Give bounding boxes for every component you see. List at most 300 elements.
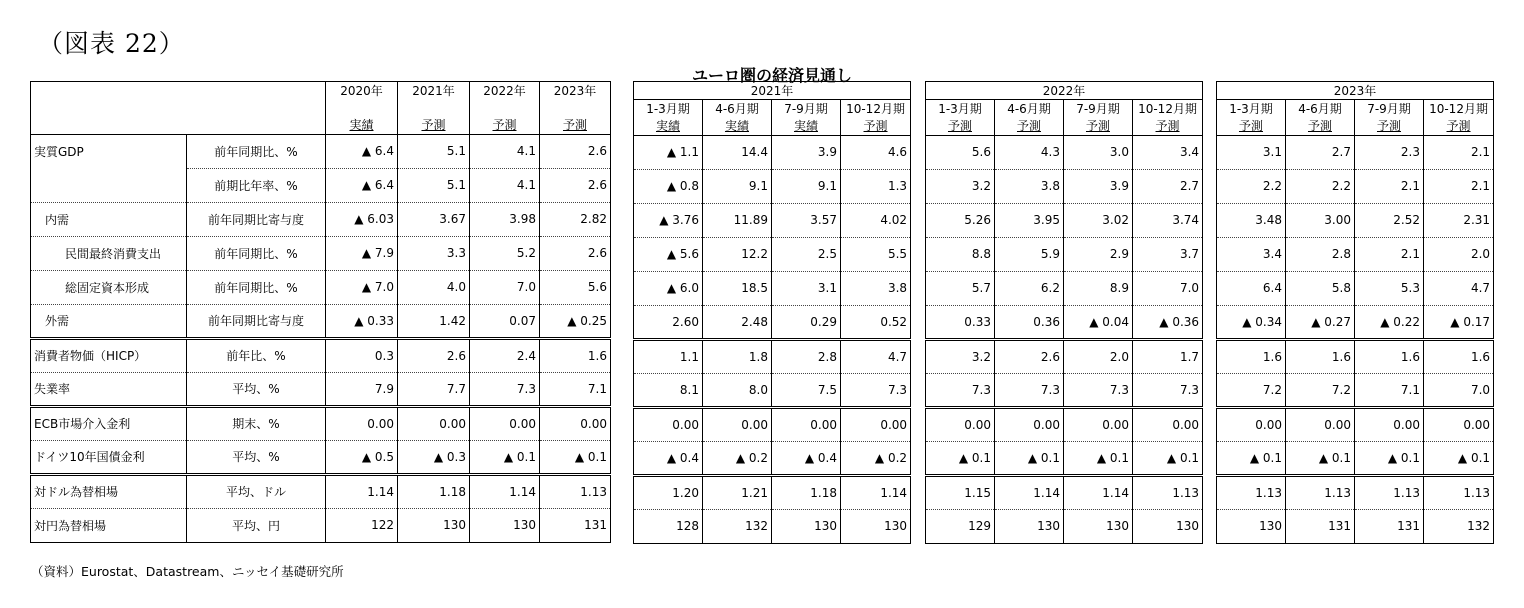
quarter-value-cell: 7.2: [1286, 373, 1355, 407]
quarter-value-cell: 0.00: [1064, 407, 1133, 441]
quarter-value-cell: 7.3: [926, 373, 995, 407]
quarter-value-cell: ▲ 0.1: [1424, 441, 1494, 475]
quarter-value-cell: 7.1: [1355, 373, 1424, 407]
table-row: [926, 237, 1203, 271]
annual-value-cell: 2.82: [540, 202, 611, 236]
row-unit: 前期比年率、%: [187, 168, 326, 202]
quarter-kind-header: 予測: [1424, 117, 1494, 135]
quarter-kind-header: 予測: [1064, 117, 1133, 135]
table-row: [1217, 169, 1494, 203]
quarter-value-cell: 5.26: [926, 203, 995, 237]
annual-value-cell: 3.67: [398, 202, 470, 236]
quarter-value-cell: 1.14: [1064, 475, 1133, 509]
quarter-value-cell: 3.9: [1064, 169, 1133, 203]
quarter-value-cell: 0.00: [1133, 407, 1203, 441]
table-row: [1217, 441, 1494, 475]
quarter-value-cell: 1.3: [841, 169, 911, 203]
row-label: 民間最終消費支出: [31, 236, 187, 270]
quarter-value-cell: 1.13: [1217, 475, 1286, 509]
quarter-value-cell: 0.33: [926, 305, 995, 339]
annual-value-cell: 130: [470, 508, 540, 542]
annual-value-cell: 2.6: [540, 236, 611, 270]
annual-value-cell: 131: [540, 508, 611, 542]
quarter-value-cell: ▲ 0.17: [1424, 305, 1494, 339]
quarter-value-cell: 3.4: [1217, 237, 1286, 271]
quarter-value-cell: 3.4: [1133, 135, 1203, 169]
quarter-value-cell: 0.00: [841, 407, 911, 441]
quarter-value-cell: 3.9: [772, 135, 841, 169]
annual-value-cell: 0.00: [326, 406, 398, 440]
quarter-value-cell: 0.29: [772, 305, 841, 339]
quarter-value-cell: 3.0: [1064, 135, 1133, 169]
row-unit: 平均、%: [187, 440, 326, 474]
quarter-value-cell: 7.2: [1217, 373, 1286, 407]
table-row: [634, 441, 911, 475]
quarter-value-cell: 12.2: [703, 237, 772, 271]
quarter-value-cell: 4.6: [841, 135, 911, 169]
table-row: [926, 203, 1203, 237]
quarter-period-header: 1-3月期: [1217, 100, 1286, 118]
annual-value-cell: 3.98: [470, 202, 540, 236]
quarter-value-cell: 4.7: [841, 339, 911, 373]
quarter-value-cell: 7.3: [841, 373, 911, 407]
row-label: ECB市場介入金利: [31, 406, 187, 440]
annual-year-header: 2023年: [540, 82, 611, 100]
quarter-value-cell: 1.1: [634, 339, 703, 373]
annual-value-cell: 130: [398, 508, 470, 542]
quarter-value-cell: 2.7: [1286, 135, 1355, 169]
quarter-period-header: 10-12月期: [1133, 100, 1203, 118]
quarter-value-cell: 1.6: [1217, 339, 1286, 373]
row-label: 内需: [31, 202, 187, 236]
quarter-value-cell: 2.6: [995, 339, 1064, 373]
annual-value-cell: ▲ 6.4: [326, 134, 398, 168]
annual-value-cell: 0.07: [470, 304, 540, 338]
quarter-value-cell: ▲ 0.36: [1133, 305, 1203, 339]
annual-value-cell: 2.6: [540, 134, 611, 168]
annual-kind-header: 予測: [470, 115, 540, 134]
quarter-value-cell: ▲ 0.04: [1064, 305, 1133, 339]
annual-value-cell: 2.6: [398, 338, 470, 372]
quarter-kind-header: 予測: [1133, 117, 1203, 135]
annual-value-cell: 0.3: [326, 338, 398, 372]
row-label: [31, 168, 187, 202]
table-row: [926, 373, 1203, 407]
quarter-value-cell: 5.3: [1355, 271, 1424, 305]
table-row: [31, 304, 611, 338]
table-row: [1217, 509, 1494, 543]
row-unit: 期末、%: [187, 406, 326, 440]
quarter-value-cell: 2.5: [772, 237, 841, 271]
quarter-value-cell: 2.8: [772, 339, 841, 373]
annual-value-cell: 4.1: [470, 134, 540, 168]
annual-year-header: 2022年: [470, 82, 540, 100]
quarter-value-cell: 0.00: [1424, 407, 1494, 441]
table-row: [634, 169, 911, 203]
row-label: 対円為替相場: [31, 508, 187, 542]
annual-value-cell: ▲ 7.0: [326, 270, 398, 304]
quarter-value-cell: 7.0: [1133, 271, 1203, 305]
table-row: [926, 407, 1203, 441]
quarter-value-cell: 130: [995, 509, 1064, 543]
quarter-value-cell: 7.0: [1424, 373, 1494, 407]
quarter-kind-header: 予測: [1355, 117, 1424, 135]
quarter-value-cell: 3.02: [1064, 203, 1133, 237]
header-blank: [31, 82, 326, 135]
row-unit: 前年同期比寄与度: [187, 304, 326, 338]
annual-value-cell: 1.14: [470, 474, 540, 508]
table-row: [31, 134, 611, 168]
quarter-value-cell: ▲ 6.0: [634, 271, 703, 305]
quarter-value-cell: ▲ 0.34: [1217, 305, 1286, 339]
annual-value-cell: 5.6: [540, 270, 611, 304]
quarter-value-cell: 5.8: [1286, 271, 1355, 305]
quarter-value-cell: 0.00: [1286, 407, 1355, 441]
table-row: [926, 509, 1203, 543]
quarter-value-cell: 4.3: [995, 135, 1064, 169]
annual-value-cell: 1.14: [326, 474, 398, 508]
quarter-value-cell: 1.13: [1133, 475, 1203, 509]
quarter-value-cell: 130: [1064, 509, 1133, 543]
table-row: [634, 339, 911, 373]
annual-value-cell: 7.1: [540, 372, 611, 406]
table-row: [1217, 271, 1494, 305]
quarter-period-header: 7-9月期: [772, 100, 841, 118]
quarter-year-header: 2023年: [1217, 82, 1494, 100]
table-row: [634, 373, 911, 407]
annual-kind-header: 実績: [326, 115, 398, 134]
row-label: 総固定資本形成: [31, 270, 187, 304]
quarter-value-cell: ▲ 0.1: [1064, 441, 1133, 475]
table-row: [634, 305, 911, 339]
annual-value-cell: ▲ 0.5: [326, 440, 398, 474]
table-row: [31, 508, 611, 542]
quarter-value-cell: 3.95: [995, 203, 1064, 237]
quarter-value-cell: 3.1: [772, 271, 841, 305]
quarter-value-cell: 2.1: [1424, 169, 1494, 203]
quarter-value-cell: 2.31: [1424, 203, 1494, 237]
quarter-value-cell: 5.7: [926, 271, 995, 305]
quarter-value-cell: 18.5: [703, 271, 772, 305]
annual-value-cell: ▲ 7.9: [326, 236, 398, 270]
quarter-value-cell: 4.02: [841, 203, 911, 237]
annual-value-cell: 7.0: [470, 270, 540, 304]
quarterly-table-2022: [925, 81, 1203, 544]
annual-value-cell: 7.9: [326, 372, 398, 406]
annual-value-cell: 0.00: [398, 406, 470, 440]
quarter-value-cell: 6.2: [995, 271, 1064, 305]
annual-value-cell: 1.18: [398, 474, 470, 508]
quarter-value-cell: 7.3: [1133, 373, 1203, 407]
quarter-value-cell: 130: [841, 509, 911, 543]
quarter-value-cell: 3.00: [1286, 203, 1355, 237]
quarter-value-cell: 130: [772, 509, 841, 543]
quarter-value-cell: 2.60: [634, 305, 703, 339]
quarter-period-header: 1-3月期: [926, 100, 995, 118]
quarter-value-cell: 7.5: [772, 373, 841, 407]
quarter-period-header: 7-9月期: [1064, 100, 1133, 118]
quarter-value-cell: 9.1: [772, 169, 841, 203]
annual-value-cell: 1.42: [398, 304, 470, 338]
quarter-value-cell: ▲ 5.6: [634, 237, 703, 271]
quarter-value-cell: 8.9: [1064, 271, 1133, 305]
quarter-value-cell: 14.4: [703, 135, 772, 169]
quarter-kind-header: 実績: [772, 117, 841, 135]
table-row: [1217, 475, 1494, 509]
quarter-value-cell: 1.8: [703, 339, 772, 373]
quarter-value-cell: 1.14: [995, 475, 1064, 509]
table-row: [31, 440, 611, 474]
row-label: 対ドル為替相場: [31, 474, 187, 508]
quarter-value-cell: 2.1: [1355, 169, 1424, 203]
table-row: [1217, 203, 1494, 237]
annual-kind-header: 予測: [398, 115, 470, 134]
annual-value-cell: 5.1: [398, 168, 470, 202]
quarter-value-cell: 3.57: [772, 203, 841, 237]
quarter-kind-header: 予測: [1286, 117, 1355, 135]
row-label: 外需: [31, 304, 187, 338]
quarter-value-cell: 2.9: [1064, 237, 1133, 271]
quarter-value-cell: 0.00: [995, 407, 1064, 441]
row-unit: 平均、円: [187, 508, 326, 542]
table-row: [634, 135, 911, 169]
row-unit: 前年同期比、%: [187, 134, 326, 168]
quarter-value-cell: 0.52: [841, 305, 911, 339]
table-row: [926, 135, 1203, 169]
annual-value-cell: 2.4: [470, 338, 540, 372]
annual-value-cell: 7.7: [398, 372, 470, 406]
quarter-period-header: 10-12月期: [841, 100, 911, 118]
table-row: [31, 406, 611, 440]
annual-value-cell: 7.3: [470, 372, 540, 406]
quarter-value-cell: 1.13: [1355, 475, 1424, 509]
quarter-value-cell: 131: [1286, 509, 1355, 543]
row-label: 消費者物価（HICP）: [31, 338, 187, 372]
annual-value-cell: 0.00: [470, 406, 540, 440]
table-row: [1217, 237, 1494, 271]
table-row: [634, 237, 911, 271]
quarter-value-cell: 3.74: [1133, 203, 1203, 237]
quarter-value-cell: 7.3: [1064, 373, 1133, 407]
annual-value-cell: ▲ 0.1: [470, 440, 540, 474]
quarter-kind-header: 実績: [703, 117, 772, 135]
table-row: [31, 372, 611, 406]
annual-value-cell: 4.1: [470, 168, 540, 202]
annual-value-cell: ▲ 0.25: [540, 304, 611, 338]
quarter-kind-header: 予測: [926, 117, 995, 135]
quarter-value-cell: ▲ 0.2: [841, 441, 911, 475]
quarter-kind-header: 予測: [841, 117, 911, 135]
table-row: [634, 203, 911, 237]
table-row: [926, 339, 1203, 373]
quarter-value-cell: 131: [1355, 509, 1424, 543]
table-row: [1217, 373, 1494, 407]
quarter-kind-header: 予測: [995, 117, 1064, 135]
table-row: [926, 169, 1203, 203]
quarterly-table-2023: [1216, 81, 1494, 544]
table-row: [926, 271, 1203, 305]
table-row: [634, 271, 911, 305]
quarter-value-cell: 0.00: [703, 407, 772, 441]
quarter-value-cell: 130: [1217, 509, 1286, 543]
quarter-value-cell: 128: [634, 509, 703, 543]
quarter-value-cell: 9.1: [703, 169, 772, 203]
quarter-period-header: 1-3月期: [634, 100, 703, 118]
annual-kind-header: 予測: [540, 115, 611, 134]
quarter-value-cell: ▲ 0.1: [926, 441, 995, 475]
table-row: [31, 168, 611, 202]
quarter-value-cell: ▲ 0.8: [634, 169, 703, 203]
annual-value-cell: ▲ 0.3: [398, 440, 470, 474]
annual-value-cell: 5.1: [398, 134, 470, 168]
quarter-value-cell: 0.00: [1217, 407, 1286, 441]
quarter-value-cell: 4.7: [1424, 271, 1494, 305]
annual-value-cell: 4.0: [398, 270, 470, 304]
row-unit: 前年同期比、%: [187, 270, 326, 304]
quarter-value-cell: 2.1: [1355, 237, 1424, 271]
annual-table: [30, 81, 611, 543]
quarter-year-header: 2021年: [634, 82, 911, 100]
quarter-value-cell: 2.3: [1355, 135, 1424, 169]
annual-value-cell: ▲ 6.03: [326, 202, 398, 236]
quarter-value-cell: 8.0: [703, 373, 772, 407]
annual-year-header: 2021年: [398, 82, 470, 100]
annual-value-cell: ▲ 0.1: [540, 440, 611, 474]
quarter-value-cell: 3.2: [926, 339, 995, 373]
quarter-value-cell: ▲ 1.1: [634, 135, 703, 169]
quarter-value-cell: 0.00: [634, 407, 703, 441]
table-row: [31, 202, 611, 236]
row-unit: 前年同期比、%: [187, 236, 326, 270]
quarter-value-cell: ▲ 0.1: [995, 441, 1064, 475]
annual-value-cell: 1.6: [540, 338, 611, 372]
table-row: [634, 475, 911, 509]
quarter-value-cell: 2.0: [1424, 237, 1494, 271]
table-row: [634, 509, 911, 543]
quarter-value-cell: 0.36: [995, 305, 1064, 339]
quarter-period-header: 4-6月期: [703, 100, 772, 118]
quarter-value-cell: 2.1: [1424, 135, 1494, 169]
quarter-value-cell: 1.20: [634, 475, 703, 509]
quarter-value-cell: 2.48: [703, 305, 772, 339]
quarter-value-cell: 8.8: [926, 237, 995, 271]
row-unit: 前年同期比寄与度: [187, 202, 326, 236]
quarter-value-cell: 8.1: [634, 373, 703, 407]
table-row: [926, 305, 1203, 339]
quarter-period-header: 7-9月期: [1355, 100, 1424, 118]
quarter-year-header: 2022年: [926, 82, 1203, 100]
quarter-value-cell: 2.52: [1355, 203, 1424, 237]
quarter-value-cell: 3.8: [995, 169, 1064, 203]
quarter-value-cell: 130: [1133, 509, 1203, 543]
quarter-value-cell: ▲ 0.4: [634, 441, 703, 475]
annual-year-header: 2020年: [326, 82, 398, 100]
annual-value-cell: 5.2: [470, 236, 540, 270]
quarter-period-header: 4-6月期: [1286, 100, 1355, 118]
quarter-value-cell: 2.2: [1286, 169, 1355, 203]
quarter-value-cell: ▲ 0.1: [1217, 441, 1286, 475]
table-row: [1217, 305, 1494, 339]
quarter-value-cell: 1.21: [703, 475, 772, 509]
table-row: [1217, 135, 1494, 169]
quarter-value-cell: ▲ 0.1: [1133, 441, 1203, 475]
table-row: [1217, 339, 1494, 373]
quarter-value-cell: ▲ 0.27: [1286, 305, 1355, 339]
table-row: [926, 475, 1203, 509]
quarter-value-cell: 5.9: [995, 237, 1064, 271]
quarter-value-cell: 1.7: [1133, 339, 1203, 373]
table-row: [926, 441, 1203, 475]
table-row: [31, 270, 611, 304]
row-label: ドイツ10年国債金利: [31, 440, 187, 474]
quarter-value-cell: 1.14: [841, 475, 911, 509]
quarter-value-cell: 1.13: [1286, 475, 1355, 509]
quarter-value-cell: 3.8: [841, 271, 911, 305]
quarter-value-cell: 1.18: [772, 475, 841, 509]
row-unit: 平均、ドル: [187, 474, 326, 508]
source-note: （資料）Eurostat、Datastream、ニッセイ基礎研究所: [31, 564, 344, 579]
quarter-value-cell: ▲ 3.76: [634, 203, 703, 237]
quarter-value-cell: ▲ 0.2: [703, 441, 772, 475]
quarter-value-cell: 5.6: [926, 135, 995, 169]
page-title: ユーロ圏の経済見通し: [691, 66, 852, 85]
quarter-kind-header: 予測: [1217, 117, 1286, 135]
quarter-value-cell: 2.2: [1217, 169, 1286, 203]
annual-value-cell: 1.13: [540, 474, 611, 508]
figure-label: （図表 22）: [38, 29, 185, 58]
annual-value-cell: ▲ 0.33: [326, 304, 398, 338]
quarter-value-cell: 5.5: [841, 237, 911, 271]
table-row: [1217, 407, 1494, 441]
annual-value-cell: 0.00: [540, 406, 611, 440]
quarter-period-header: 4-6月期: [995, 100, 1064, 118]
quarter-value-cell: 2.0: [1064, 339, 1133, 373]
quarter-value-cell: 132: [1424, 509, 1494, 543]
quarter-value-cell: 129: [926, 509, 995, 543]
table-row: [31, 236, 611, 270]
quarter-kind-header: 実績: [634, 117, 703, 135]
quarter-value-cell: ▲ 0.1: [1286, 441, 1355, 475]
quarter-value-cell: ▲ 0.4: [772, 441, 841, 475]
annual-value-cell: ▲ 6.4: [326, 168, 398, 202]
quarter-period-header: 10-12月期: [1424, 100, 1494, 118]
annual-value-cell: 3.3: [398, 236, 470, 270]
row-label: 実質GDP: [31, 134, 187, 168]
quarter-value-cell: 1.15: [926, 475, 995, 509]
annual-value-cell: 122: [326, 508, 398, 542]
annual-value-cell: 2.6: [540, 168, 611, 202]
quarter-value-cell: 7.3: [995, 373, 1064, 407]
quarter-value-cell: 3.48: [1217, 203, 1286, 237]
quarter-value-cell: 11.89: [703, 203, 772, 237]
quarter-value-cell: ▲ 0.22: [1355, 305, 1424, 339]
quarter-value-cell: 3.2: [926, 169, 995, 203]
table-row: [31, 474, 611, 508]
quarter-value-cell: 6.4: [1217, 271, 1286, 305]
quarter-value-cell: 1.13: [1424, 475, 1494, 509]
table-row: [634, 407, 911, 441]
quarter-value-cell: 1.6: [1355, 339, 1424, 373]
quarterly-table-2021: [633, 81, 911, 544]
quarter-value-cell: 1.6: [1424, 339, 1494, 373]
quarter-value-cell: 2.8: [1286, 237, 1355, 271]
row-label: 失業率: [31, 372, 187, 406]
table-row: [31, 338, 611, 372]
quarter-value-cell: 0.00: [926, 407, 995, 441]
row-unit: 平均、%: [187, 372, 326, 406]
quarter-value-cell: 3.7: [1133, 237, 1203, 271]
quarter-value-cell: 3.1: [1217, 135, 1286, 169]
